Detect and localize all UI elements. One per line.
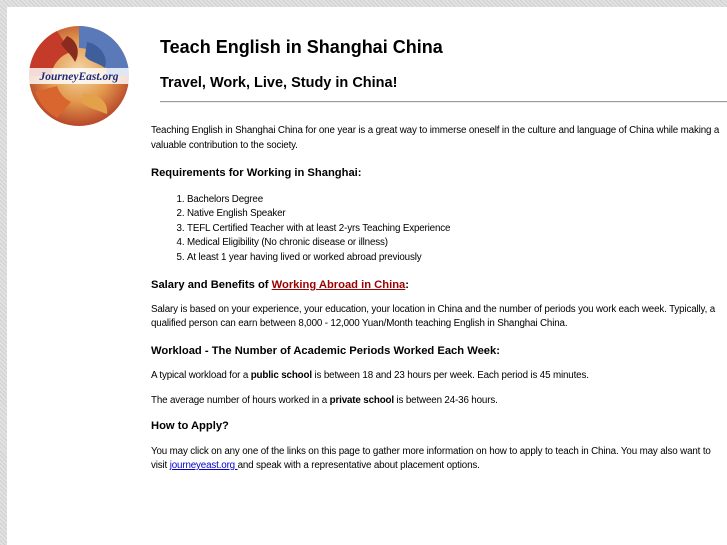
journeyeast-logo[interactable] xyxy=(27,22,131,130)
public-prefix: A typical workload for a xyxy=(151,370,251,381)
public-school-paragraph xyxy=(151,369,727,384)
apply-paragraph xyxy=(151,445,727,474)
apply-prefix: You may click on any one of the links on this page to gather more information on how to apply to teach in China. You may also want to visit xyxy=(151,445,711,471)
salary-heading xyxy=(151,278,727,293)
page-title: Teach English in Shanghai China xyxy=(160,37,443,57)
apply-suffix: and speak with a representative about placement options. xyxy=(237,460,480,471)
list-item: 4. Medical Eligibility (No chronic disease or illness) xyxy=(187,236,727,251)
header-divider xyxy=(160,101,727,103)
apply-heading: How to Apply? xyxy=(151,420,229,432)
private-prefix: The average number of hours worked in a xyxy=(151,394,330,406)
private-school-paragraph xyxy=(151,394,727,409)
journeyeast-link[interactable]: journeyeast.org xyxy=(169,460,238,471)
salary-heading-prefix: Salary and Benefits of xyxy=(151,279,272,291)
salary-paragraph: Salary is based on your experience, your education, your location in China and the number of periods you work each week. Typically, a qualified person can earn between 8,000 - 12,000 Yuan/Month teaching English in Shanghai China. xyxy=(151,303,716,329)
public-suffix: is between 18 and 23 hours per week. Each period is 45 minutes. xyxy=(311,370,589,381)
working-abroad-link[interactable]: Working Abroad in China xyxy=(271,279,406,291)
list-item: 3. TEFL Certified Teacher with at least 2-yrs Teaching Experience xyxy=(187,222,727,237)
private-school-label: private school xyxy=(329,394,394,406)
workload-heading: Workload - The Number of Academic Periods Worked Each Week: xyxy=(151,344,500,357)
list-item: 2. Native English Speaker xyxy=(187,207,727,222)
requirements-heading: Requirements for Working in Shanghai: xyxy=(151,167,362,179)
list-item: 5. At least 1 year having lived or worked abroad previously xyxy=(187,251,727,266)
page-body xyxy=(7,7,727,545)
logo-text: JourneyEast.org xyxy=(39,71,119,83)
salary-heading-suffix: : xyxy=(405,279,409,291)
private-suffix: is between 24-36 hours. xyxy=(393,394,498,406)
public-school-label: public school xyxy=(250,370,312,381)
intro-paragraph: Teaching English in Shanghai China for one year is a great way to immerse oneself in the culture and language of China while making a valuable contribution to the society. xyxy=(151,125,720,151)
main-content xyxy=(151,124,727,474)
page-subtitle: Travel, Work, Live, Study in China! xyxy=(160,75,398,91)
requirements-list xyxy=(151,193,727,266)
logo-emblem xyxy=(27,22,131,130)
list-item: 1. Bachelors Degree xyxy=(187,193,727,208)
